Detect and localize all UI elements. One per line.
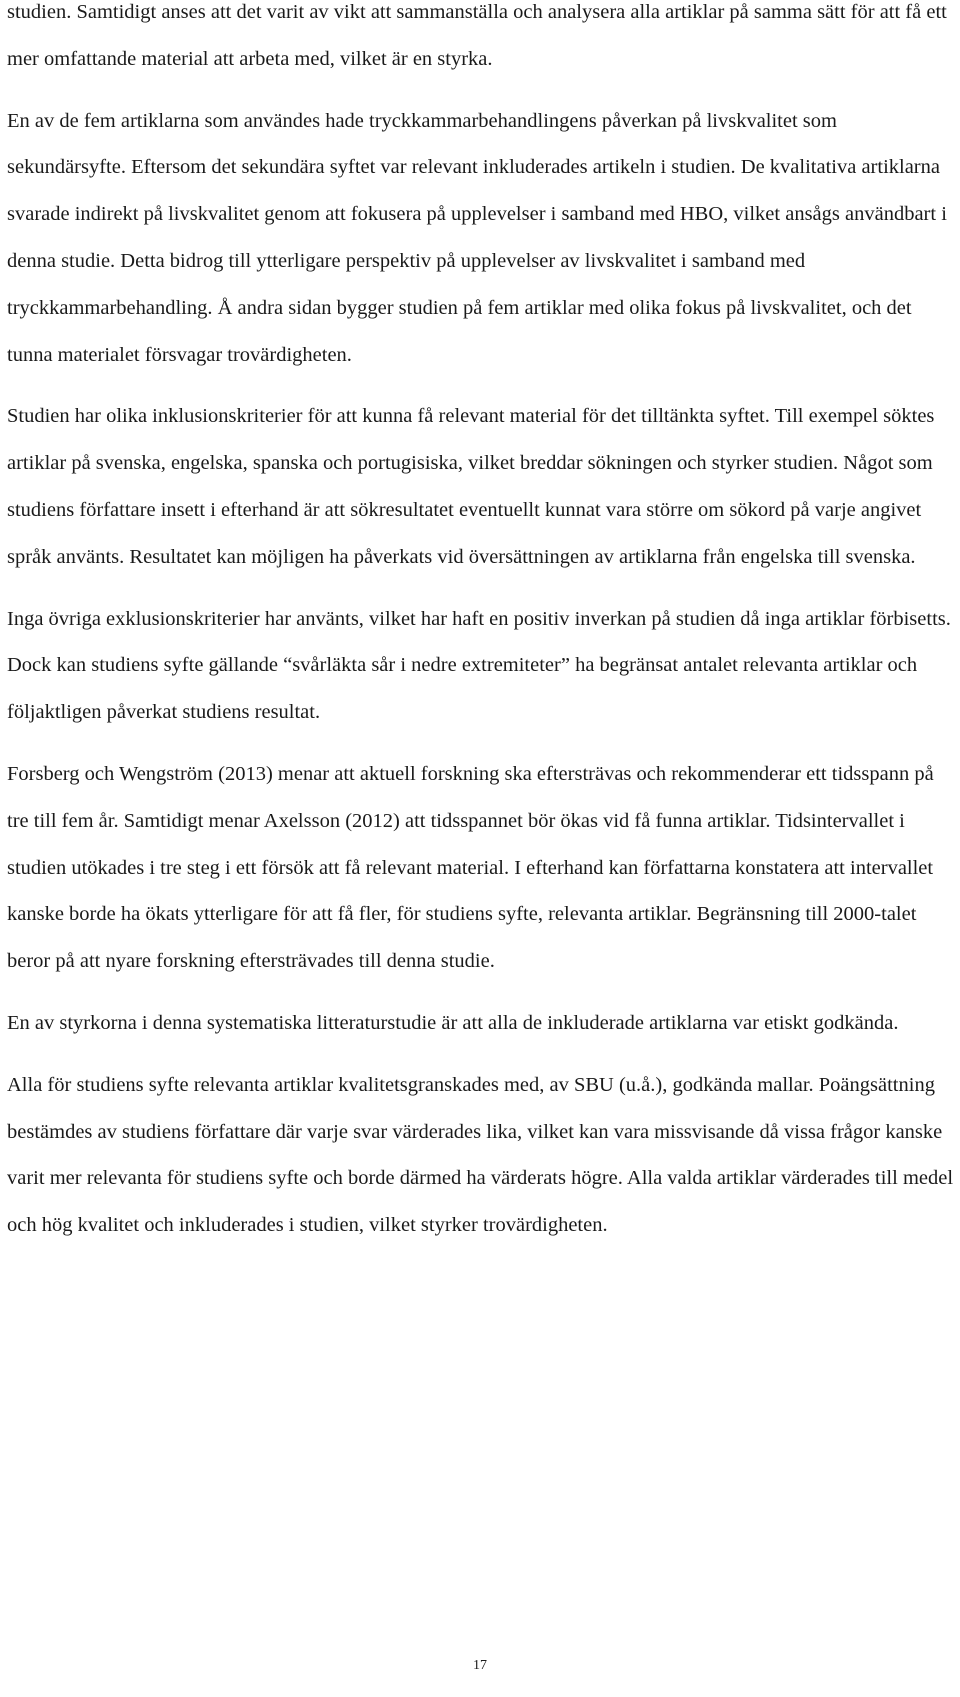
page-number: 17 <box>473 1658 487 1673</box>
paragraph: En av de fem artiklarna som användes hade tryckkammarbehandlingens påverkan på livskvalitet som sekundärsyfte. Eftersom det sekundära syftet var relevant inkluderades artikeln i studien. De kvalitativa artiklarna svarade indirekt på livskvalitet genom att fokusera på upplevelser i samband med HBO, vilket ansågs användbart i denna studie. Detta bidrog till ytterligare perspektiv på upplevelser av livskvalitet i samband med tryckkammarbehandling. Å andra sidan bygger studien på fem artiklar med olika fokus på livskvalitet, och det tunna materialet försvagar trovärdigheten. <box>7 109 947 366</box>
paragraph: studien. Samtidigt anses att det varit av vikt att sammanställa och analysera alla artiklar på samma sätt för att få ett mer omfattande material att arbeta med, vilket är en styrka. <box>7 1 947 70</box>
body-text <box>7 0 957 1249</box>
paragraph: Studien har olika inklusionskriterier för att kunna få relevant material för det tilltänkta syftet. Till exempel söktes artiklar på svenska, engelska, spanska och portugisiska, vilket breddar sökningen och styrker studien. Något som studiens författare insett i efterhand är att sökresultatet eventuellt kunnat vara större om sökord på varje angivet språk använts. Resultatet kan möjligen ha påverkats vid översättningen av artiklarna från engelska till svenska. <box>7 405 935 568</box>
paragraph: Alla för studiens syfte relevanta artiklar kvalitetsgranskades med, av SBU (u.å.), godkända mallar. Poängsättning bestämdes av studiens författare där varje svar värderades lika, vilket kan vara missvisande då vissa frågor kanske varit mer relevanta för studiens syfte och borde därmed ha värderats högre. Alla valda artiklar värderades till medel och hög kvalitet och inkluderades i studien, vilket styrker trovärdigheten. <box>7 1073 954 1237</box>
paragraph: Forsberg och Wengström (2013) menar att aktuell forskning ska eftersträvas och rekommenderar ett tidsspann på tre till fem år. Samtidigt menar Axelsson (2012) att tidsspannet bör ökas vid få funna artiklar. Tidsintervallet i studien utökades i tre steg i ett försök att få relevant material. I efterhand kan författarna konstatera att intervallet kanske borde ha ökats ytterligare för att få fler, för studiens syfte, relevanta artiklar. Begränsning till 2000-talet beror på att nyare forskning eftersträvades till denna studie. <box>7 762 934 973</box>
paragraph: Inga övriga exklusionskriterier har använts, vilket har haft en positiv inverkan på studien då inga artiklar förbisetts. Dock kan studiens syfte gällande “svårläkta sår i nedre extremiteter” ha begränsat antalet relevanta artiklar och följaktligen påverkat studiens resultat. <box>7 607 951 724</box>
paragraph: En av styrkorna i denna systematiska litteraturstudie är att alla de inkluderade artiklarna var etiskt godkända. <box>7 1011 899 1034</box>
